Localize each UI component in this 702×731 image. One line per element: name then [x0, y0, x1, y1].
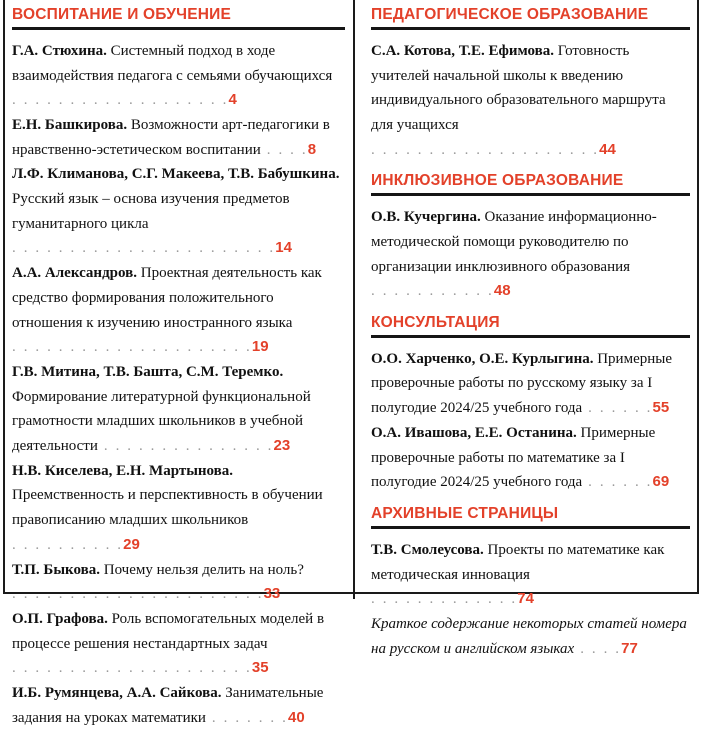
entry-dot-leader: . . . . . . — [588, 400, 653, 417]
section-rule — [12, 27, 345, 30]
entry-authors: О.В. Кучергина. — [371, 209, 485, 226]
entry-title: Русский язык – основа изучения предметов гуманитарного цикла — [12, 191, 290, 232]
entry-title: Формирование литературной функциональной грамотности младших школьников в учебной деятельности — [12, 388, 311, 455]
toc-entry[interactable] — [12, 113, 345, 162]
section-rule — [371, 526, 690, 529]
entry-dot-leader: . . . . . . . . . . — [12, 536, 124, 553]
entry-title: Возможности арт-педагогики в нравственно-эстетическом воспитании — [12, 116, 330, 158]
toc-entry[interactable] — [371, 347, 690, 421]
entry-page-number[interactable]: 4 — [228, 91, 237, 109]
entry-dot-leader: . . . . — [580, 640, 622, 657]
toc-column-right — [355, 0, 702, 657]
entry-authors: Г.А. Стюхина. — [12, 42, 111, 59]
entry-dot-leader: . . . . . . . . . . . — [371, 283, 494, 300]
entry-dot-leader: . . . . . . — [588, 474, 653, 491]
entry-page-number[interactable]: 14 — [275, 239, 292, 257]
section-heading: ИНКЛЮЗИВНОЕ ОБРАЗОВАНИЕ — [371, 172, 624, 190]
entry-page-number[interactable]: 55 — [652, 399, 670, 417]
toc-entry[interactable] — [12, 162, 345, 261]
entry-authors: И.Б. Румянцева, А.А. Сайкова. — [12, 685, 226, 702]
entry-authors: Л.Ф. Климанова, С.Г. Макеева, Т.В. Бабушкина. — [12, 166, 340, 183]
entry-title: Проектная деятельность как средство формирования положительного отношения к изучению иностранного языка — [12, 265, 322, 331]
entry-title: Роль вспомогательных моделей в процессе решения нестандартных задач — [12, 610, 325, 652]
toc-section — [371, 314, 690, 495]
entry-dot-leader: . . . . . . . . . . . . . . . . . . . . . . — [12, 586, 264, 603]
entry-authors: Г.В. Митина, Т.В. Башта, С.М. Теремко. — [12, 363, 284, 380]
toc-entry[interactable] — [12, 261, 345, 360]
entry-title: Оказание информационно-методической помощи руководителю по организации инклюзивного образования — [371, 209, 657, 275]
entry-authors: Т.П. Быкова. — [12, 561, 104, 578]
toc-entry[interactable] — [12, 459, 345, 558]
entry-dot-leader: . . . . . . . — [211, 709, 288, 726]
entry-title: Проекты по математике как методическая инновация — [371, 541, 665, 583]
entry-page-number[interactable]: 8 — [307, 140, 317, 158]
entry-dot-leader: . . . . . . . . . . . . . . . . . . . . — [371, 141, 600, 158]
entry-dot-leader: . . . . . . . . . . . . . . . — [103, 438, 274, 455]
toc-entry[interactable] — [371, 538, 690, 612]
toc-entry[interactable] — [371, 612, 690, 661]
toc-section — [12, 6, 345, 731]
entry-page-number[interactable]: 69 — [652, 473, 670, 491]
entry-title: Готовность учителей начальной школы к введению индивидуального образовательного маршрута для учащихся — [371, 42, 666, 133]
entry-authors: Т.В. Смолеусова. — [371, 541, 488, 558]
entry-page-number[interactable]: 19 — [251, 338, 269, 356]
entry-title: Краткое содержание некоторых статей номера на русском и английском языках — [371, 615, 687, 657]
entry-authors: О.П. Графова. — [12, 610, 112, 627]
toc-entry[interactable] — [12, 39, 345, 113]
section-rule — [371, 27, 690, 30]
section-rule — [371, 193, 690, 196]
entry-title: Преемственность и перспективность в обучении правописанию младших школьников — [12, 487, 323, 529]
entry-dot-leader: . . . . . . . . . . . . . . . . . . . — [12, 92, 229, 109]
entry-page-number[interactable]: 35 — [251, 659, 269, 677]
entry-page-number[interactable]: 40 — [287, 708, 305, 726]
entry-page-number[interactable]: 48 — [493, 282, 511, 300]
entry-title: Примерные проверочные работы по русскому языку за I полугодие 2024/25 учебного года — [371, 350, 672, 417]
entry-title: Почему нельзя делить на ноль? — [103, 561, 304, 578]
entry-dot-leader: . . . . . . . . . . . . . . . . . . . . . — [12, 339, 252, 356]
entry-page-number[interactable]: 74 — [517, 590, 534, 608]
entry-title: Примерные проверочные работы по математике за I полугодие 2024/25 учебного года — [371, 424, 656, 491]
entry-page-number[interactable]: 23 — [273, 437, 291, 455]
toc-entry[interactable] — [12, 681, 345, 730]
entry-page-number[interactable]: 77 — [621, 639, 638, 657]
toc-entry[interactable] — [371, 421, 690, 495]
entry-title: Системный подход в ходе взаимодействия педагога с семьями обучающихся — [12, 42, 333, 84]
entry-dot-leader: . . . . — [266, 141, 308, 158]
entry-title: Занимательные задания на уроках математики — [12, 685, 324, 726]
entry-authors: О.А. Ивашова, Е.Е. Останина. — [371, 424, 581, 441]
section-rule — [371, 335, 690, 338]
toc-entry[interactable] — [12, 360, 345, 459]
section-heading: КОНСУЛЬТАЦИЯ — [371, 313, 500, 331]
toc-entry[interactable] — [371, 39, 690, 163]
section-heading: ПЕДАГОГИЧЕСКОЕ ОБРАЗОВАНИЕ — [371, 6, 649, 23]
entry-dot-leader: . . . . . . . . . . . . . — [371, 591, 518, 608]
section-heading: АРХИВНЫЕ СТРАНИЦЫ — [371, 504, 559, 522]
toc-entry[interactable] — [12, 607, 345, 681]
entry-authors: Е.Н. Башкирова. — [12, 116, 131, 133]
entry-authors: А.А. Александров. — [12, 265, 141, 282]
entry-authors: С.А. Котова, Т.Е. Ефимова. — [371, 42, 558, 59]
entry-page-number[interactable]: 33 — [263, 585, 281, 603]
section-heading: ВОСПИТАНИЕ И ОБУЧЕНИЕ — [12, 6, 232, 23]
entry-authors: Н.В. Киселева, Е.Н. Мартынова. — [12, 462, 234, 479]
toc-entry[interactable] — [371, 205, 690, 304]
toc-section — [371, 6, 690, 162]
entry-dot-leader: . . . . . . . . . . . . . . . . . . . . . — [12, 660, 252, 677]
entry-authors: О.О. Харченко, О.Е. Курлыгина. — [371, 350, 598, 367]
toc-section — [371, 172, 690, 304]
entry-dot-leader: . . . . . . . . . . . . . . . . . . . . . . . — [12, 240, 276, 257]
toc-section — [371, 505, 690, 661]
entry-page-number[interactable]: 29 — [123, 535, 140, 553]
entry-page-number[interactable]: 44 — [599, 140, 616, 158]
toc-entry[interactable] — [12, 558, 345, 607]
